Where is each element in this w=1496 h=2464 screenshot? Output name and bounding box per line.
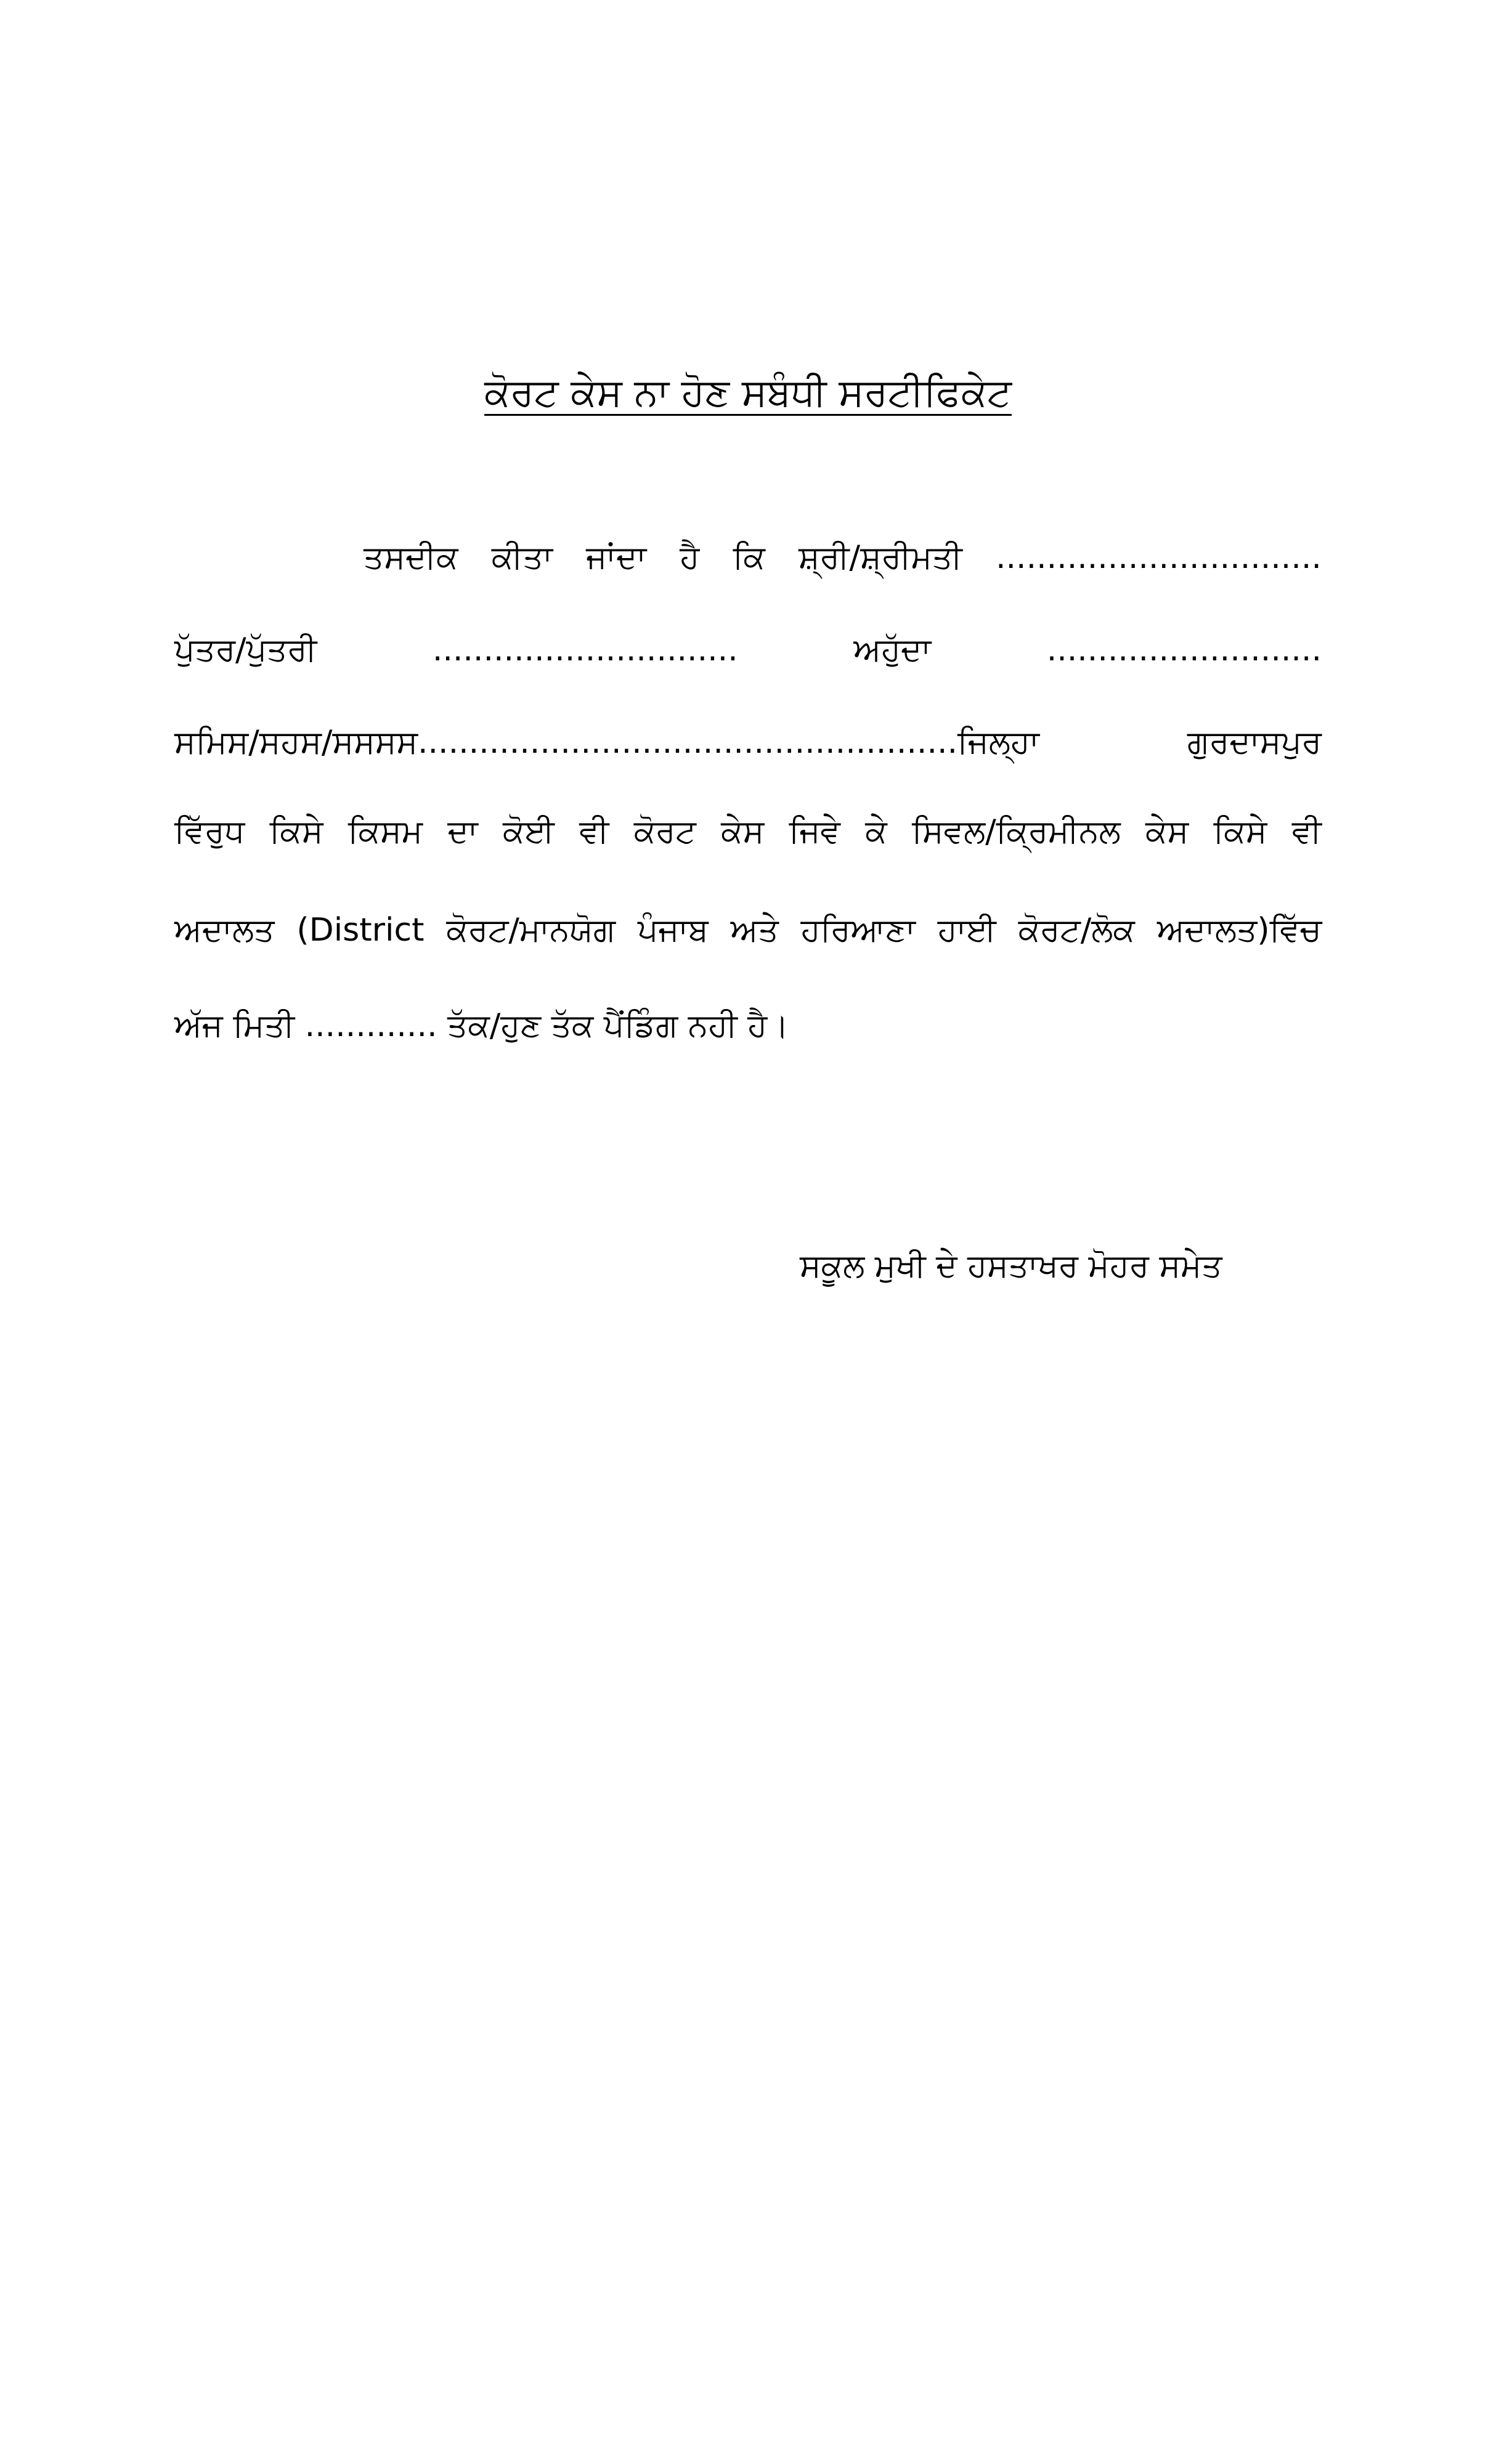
word: ਕੀਤਾ [491, 539, 553, 576]
word: ਪੁੱਤਰ/ਪੁੱਤਰੀ [174, 631, 317, 668]
word: ਅਹੁੱਦਾ [853, 631, 932, 668]
word: ਹਾਈ [937, 912, 996, 949]
word: ਕੋਰਟ/ਮਾਨਯੋਗ [446, 912, 616, 949]
word: ਹਰਿਆਣਾ [800, 912, 916, 949]
word: ਕੋਈ [503, 813, 555, 850]
certificate-title-text: ਕੋਰਟ ਕੇਸ ਨਾ ਹੋਣ ਸਬੰਧੀ ਸਰਟੀਫਿਕੇਟ [484, 370, 1012, 415]
word: ਜਾਂਦਾ [586, 539, 647, 576]
word: ਸ਼੍ਰੀ/ਸ਼੍ਰੀਮਤੀ [799, 539, 962, 576]
word: ਕਿ [733, 539, 765, 576]
signature-label: ਸਕੂਲ ਮੁਖੀ ਦੇ ਹਸਤਾਖਰ ਮੋਹਰ ਸਮੇਤ [800, 1247, 1222, 1284]
word: ਅਦਾਲਤ)ਵਿੱਚ [1157, 912, 1322, 949]
word: ਕਿਸਮ [348, 813, 423, 850]
body-line-2 [174, 622, 1322, 678]
word: (District [296, 912, 425, 949]
word: ਕੋਰਟ/ਲੋਕ [1018, 912, 1135, 949]
district-name: ਗੁਰਦਾਸਪੁਰ [1187, 724, 1322, 761]
school-blank: ਸਮਿਸ/ਸਹਸ/ਸਸਸਸ.....................................................ਜਿਲ੍ਹਾ [174, 724, 1039, 761]
word: ਹੈ [680, 539, 700, 576]
word: ਜਿਵੇ [789, 813, 840, 850]
word: ਕਿਸੇ [1213, 813, 1267, 850]
word: ਕੇਸ [721, 813, 765, 850]
word: ਕੇ [865, 813, 887, 850]
word: ਤਸਦੀਕ [364, 539, 458, 576]
certificate-title [0, 365, 1496, 420]
word: ਵੀ [579, 813, 609, 850]
word: ਸਿਵਲ/ਕ੍ਰਿਮੀਨਲ [912, 813, 1121, 850]
word: ਕੋਰਟ [633, 813, 696, 850]
body-line-6 [174, 998, 1322, 1053]
word: ਕੇਸ [1145, 813, 1189, 850]
name-blank: ................................ [995, 539, 1322, 576]
parent-blank: .............................. [432, 631, 738, 668]
designation-blank: ........................... [1046, 631, 1322, 668]
body-line-1 [364, 530, 1322, 585]
word: ਅਤੇ [730, 912, 779, 949]
body-line-5 [174, 902, 1322, 958]
word: ਪੰਜਾਬ [637, 912, 709, 949]
word: ਵੀ [1291, 813, 1322, 850]
word: ਕਿਸੇ [269, 813, 323, 850]
body-line-4 [174, 804, 1322, 859]
date-line: ਅੱਜ ਮਿਤੀ ............. ਤੱਕ/ਹੁਣ ਤੱਕ ਪੈਂਡਿੰਗ ਨਹੀ ਹੈ। [174, 1007, 789, 1044]
body-line-3 [174, 715, 1322, 770]
word: ਦਾ [447, 813, 478, 850]
word: ਅਦਾਲਤ [174, 912, 275, 949]
word: ਵਿੱਰੁਧ [174, 813, 245, 850]
